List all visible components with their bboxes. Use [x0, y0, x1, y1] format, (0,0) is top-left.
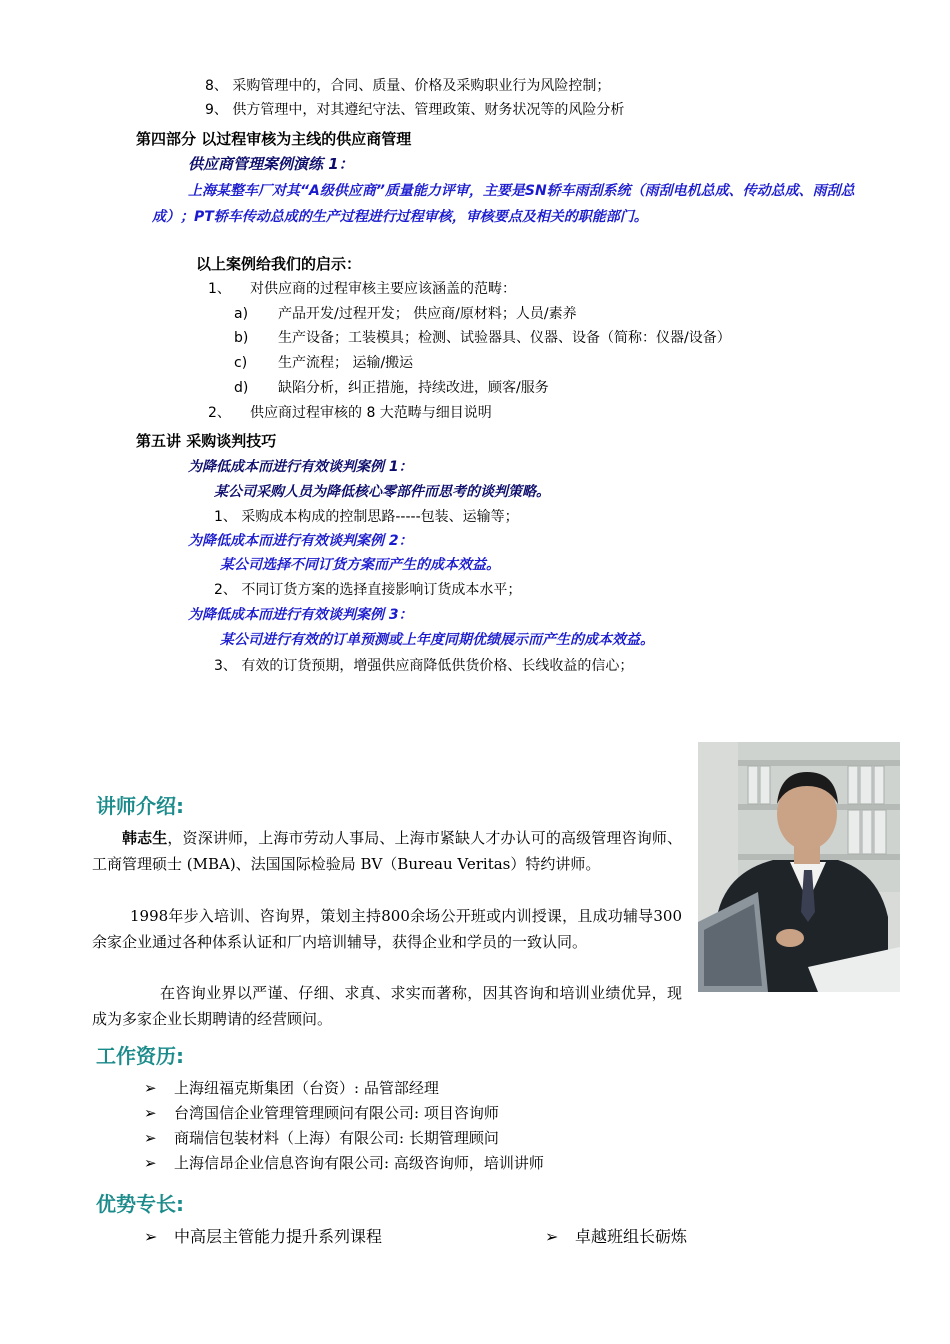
- point-text: 2、 不同订货方案的选择直接影响订货成本水平；: [214, 582, 522, 598]
- section-title-part5: 第五讲 采购谈判技巧: [136, 432, 277, 450]
- point-text: 1、 采购成本构成的控制思路-----包装、运输等；: [214, 509, 519, 525]
- instructor-photo: [698, 742, 900, 992]
- sub-item-label: b): [234, 330, 249, 346]
- case-description: 上海某整车厂对其“A级供应商”质量能力评审，主要是SN轿车雨刮系统（雨刮电机总成、传动总成、雨刮总成）；PT轿车传动总成的生产过程进行过程审核，审核要点及相关的职能部门。: [152, 183, 855, 225]
- arrow-bullet-icon: ➢: [144, 1154, 157, 1172]
- experience-item: ➢ 台湾国信企业管理管理顾问有限公司: 项目咨询师: [144, 1100, 499, 1126]
- case-description: 某公司选择不同订货方案而产生的成本效益。: [220, 557, 500, 573]
- arrow-bullet-icon: ➢: [144, 1129, 157, 1147]
- sub-item-text: 产品开发/过程开发； 供应商/原材料；人员/素养: [278, 306, 577, 322]
- experience-heading: 工作资历:: [96, 1044, 184, 1068]
- point-number: 1、: [208, 281, 231, 297]
- arrow-bullet-icon: ➢: [545, 1227, 559, 1246]
- strength-item: ➢ 卓越班组长砺炼: [545, 1227, 688, 1246]
- sub-item-label: d): [234, 380, 249, 396]
- case-title: 为降低成本而进行有效谈判案例 2：: [188, 533, 413, 549]
- strengths-heading: 优势专长:: [96, 1192, 184, 1216]
- point-number: 2、: [208, 405, 231, 421]
- list-item-9: 9、 供方管理中，对其遵纪守法、管理政策、财务状况等的风险分析: [205, 102, 625, 118]
- arrow-bullet-icon: ➢: [144, 1227, 158, 1246]
- section-title-part4: 第四部分 以过程审核为主线的供应商管理: [136, 130, 412, 148]
- sub-item-text: 生产流程； 运输/搬运: [278, 355, 414, 371]
- arrow-bullet-icon: ➢: [144, 1079, 157, 1097]
- instructor-intro-text: ，资深讲师，上海市劳动人事局、上海市紧缺人才办认可的高级管理咨询师、工商管理硕士 (MBA)、法国国际检验局 BV（Bureau Veritas）特约讲师。: [92, 829, 682, 873]
- point-text: 对供应商的过程审核主要应该涵盖的范畴：: [250, 281, 516, 297]
- case-description: 某公司采购人员为降低核心零部件而思考的谈判策略。: [214, 484, 550, 500]
- insight-title: 以上案例给我们的启示：: [196, 255, 362, 273]
- instructor-intro: [92, 825, 682, 877]
- case-description: 某公司进行有效的订单预测或上年度同期优绩展示而产生的成本效益。: [220, 632, 654, 648]
- instructor-paragraph: 1998年步入培训、咨询界，策划主持800余场公开班或内训授课，且成功辅导300余家企业通过各种体系认证和厂内培训辅导，获得企业和学员的一致认同。: [92, 907, 682, 951]
- instructor-name: 韩志生: [122, 829, 168, 847]
- instructor-heading: 讲师介绍:: [96, 794, 184, 818]
- sub-item-text: 生产设备；工装模具；检测、试验器具、仪器、设备（简称：仪器/设备）: [278, 330, 731, 346]
- sub-item-label: a): [234, 306, 249, 322]
- experience-item: ➢ 上海信昂企业信息咨询有限公司: 高级咨询师，培训讲师: [144, 1150, 544, 1176]
- strength-item: ➢ 中高层主管能力提升系列课程: [144, 1227, 383, 1246]
- point-text: 供应商过程审核的 8 大范畴与细目说明: [250, 405, 492, 421]
- experience-item: ➢ 商瑞信包装材料（上海）有限公司: 长期管理顾问: [144, 1125, 499, 1151]
- case-title: 为降低成本而进行有效谈判案例 1：: [188, 459, 413, 475]
- sub-item-label: c): [234, 355, 248, 371]
- experience-item: ➢ 上海纽福克斯集团（台资）: 品管部经理: [144, 1075, 439, 1101]
- point-text: 3、 有效的订货预期，增强供应商降低供货价格、长线收益的信心；: [214, 658, 634, 674]
- instructor-paragraph: 在咨询业界以严谨、仔细、求真、求实而著称，因其咨询和培训业绩优异，现成为多家企业长期聘请的经营顾问。: [92, 984, 682, 1028]
- sub-item-text: 缺陷分析，纠正措施，持续改进，顾客/服务: [278, 380, 549, 396]
- arrow-bullet-icon: ➢: [144, 1104, 157, 1122]
- list-item-8: 8、 采购管理中的，合同、质量、价格及采购职业行为风险控制；: [205, 78, 611, 94]
- case-title: 为降低成本而进行有效谈判案例 3：: [188, 607, 413, 623]
- case-title: 供应商管理案例演练 1：: [188, 155, 354, 173]
